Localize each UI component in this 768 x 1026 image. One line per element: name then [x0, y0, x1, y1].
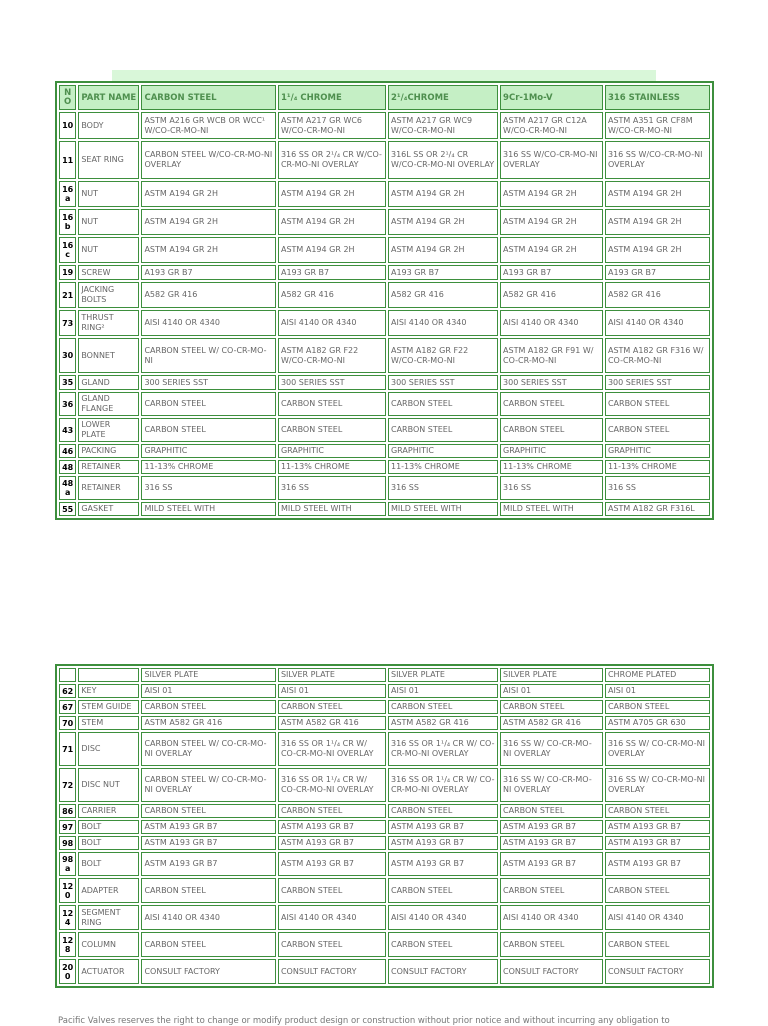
header-cell: [59, 668, 76, 682]
material-cell: CARBON STEEL: [141, 700, 276, 714]
material-cell: 11-13% CHROME: [605, 460, 710, 474]
part-name: SEAT RING: [78, 141, 139, 179]
table-row: [59, 732, 710, 766]
material-cell: 316 SS OR 1¹/₄ CR W/ CO-CR-MO-NI OVERLAY: [278, 732, 386, 766]
header-cell: CARBON STEEL: [141, 85, 276, 110]
material-cell: AISI 4140 OR 4340: [278, 310, 386, 336]
material-cell: 316 SS OR 1¹/₄ CR W/ CO-CR-MO-NI OVERLAY: [278, 768, 386, 802]
material-cell: CARBON STEEL: [278, 932, 386, 957]
item-number: 10: [59, 112, 76, 139]
material-cell: ASTM A193 GR B7: [605, 852, 710, 876]
material-cell: 316 SS W/ CO-CR-MO-NI OVERLAY: [500, 732, 603, 766]
material-cell: AISI 4140 OR 4340: [500, 310, 603, 336]
item-number: 71: [59, 732, 76, 766]
part-name: SEGMENT RING: [78, 905, 139, 930]
material-cell: ASTM A582 GR 416: [141, 716, 276, 730]
material-cell: CARBON STEEL: [500, 932, 603, 957]
material-cell: CONSULT FACTORY: [278, 959, 386, 984]
footer-disclaimer: Pacific Valves reserves the right to change or modify product design or construction without prior notice and without incurring any obligation to: [58, 1016, 670, 1026]
table-row: [59, 444, 710, 458]
table-row: [59, 836, 710, 850]
part-name: LOWER PLATE: [78, 418, 139, 442]
part-name: PACKING: [78, 444, 139, 458]
material-cell: GRAPHITIC: [388, 444, 498, 458]
material-cell: CARBON STEEL W/CO-CR-MO-NI OVERLAY: [141, 141, 276, 179]
item-number: 86: [59, 804, 76, 818]
material-cell: 316L SS OR 2¹/₄ CR W/CO-CR-MO-NI OVERLAY: [388, 141, 498, 179]
table-row: [59, 209, 710, 235]
part-name: ADAPTER: [78, 878, 139, 903]
material-cell: CARBON STEEL: [605, 700, 710, 714]
item-number: 30: [59, 338, 76, 373]
material-cell: ASTM A193 GR B7: [605, 836, 710, 850]
header-band: [112, 70, 656, 81]
part-name: GLAND FLANGE: [78, 392, 139, 416]
material-cell: 316 SS OR 1¹/₄ CR W/ CO-CR-MO-NI OVERLAY: [388, 732, 498, 766]
material-cell: ASTM A705 GR 630: [605, 716, 710, 730]
header-row: [59, 85, 710, 110]
item-number: 48 a: [59, 476, 76, 500]
material-cell: A193 GR B7: [141, 265, 276, 280]
material-cell: ASTM A194 GR 2H: [388, 209, 498, 235]
table-row: [59, 141, 710, 179]
material-cell: A193 GR B7: [278, 265, 386, 280]
material-cell: CARBON STEEL: [141, 932, 276, 957]
materials-table-lower: [55, 664, 714, 988]
material-cell: ASTM A582 GR 416: [500, 716, 603, 730]
table-row: [59, 476, 710, 500]
material-cell: ASTM A582 GR 416: [278, 716, 386, 730]
material-cell: ASTM A194 GR 2H: [388, 237, 498, 263]
material-cell: A193 GR B7: [500, 265, 603, 280]
part-name: SCREW: [78, 265, 139, 280]
material-cell: AISI 01: [278, 684, 386, 698]
item-number: 72: [59, 768, 76, 802]
material-cell: ASTM A216 GR WCB OR WCC¹ W/CO-CR-MO-NI: [141, 112, 276, 139]
material-cell: ASTM A193 GR B7: [500, 820, 603, 834]
material-cell: CARBON STEEL: [388, 878, 498, 903]
material-cell: ASTM A193 GR B7: [605, 820, 710, 834]
material-cell: ASTM A182 GR F22 W/CO-CR-MO-NI: [278, 338, 386, 373]
table-row: [59, 684, 710, 698]
table-row: [59, 804, 710, 818]
item-number: 46: [59, 444, 76, 458]
material-cell: AISI 01: [500, 684, 603, 698]
header-cell: SILVER PLATE: [388, 668, 498, 682]
part-name: STEM GUIDE: [78, 700, 139, 714]
part-name: BOLT: [78, 820, 139, 834]
material-cell: AISI 4140 OR 4340: [388, 310, 498, 336]
table-row: [59, 282, 710, 308]
material-cell: ASTM A193 GR B7: [388, 820, 498, 834]
item-number: 12 0: [59, 878, 76, 903]
item-number: 55: [59, 502, 76, 516]
part-name: DISC NUT: [78, 768, 139, 802]
item-number: 67: [59, 700, 76, 714]
table-row: [59, 820, 710, 834]
material-cell: CARBON STEEL W/ CO-CR-MO-NI OVERLAY: [141, 768, 276, 802]
material-cell: A582 GR 416: [605, 282, 710, 308]
table-row: [59, 392, 710, 416]
header-cell: N O: [59, 85, 76, 110]
header-cell: 9Cr-1Mo-V: [500, 85, 603, 110]
part-name: KEY: [78, 684, 139, 698]
material-cell: ASTM A194 GR 2H: [500, 237, 603, 263]
material-cell: CARBON STEEL: [388, 932, 498, 957]
material-cell: A193 GR B7: [605, 265, 710, 280]
item-number: 62: [59, 684, 76, 698]
part-name: GLAND: [78, 375, 139, 390]
header-cell: 316 STAINLESS: [605, 85, 710, 110]
material-cell: ASTM A194 GR 2H: [141, 209, 276, 235]
material-cell: ASTM A193 GR B7: [278, 852, 386, 876]
material-cell: 316 SS W/ CO-CR-MO-NI OVERLAY: [605, 768, 710, 802]
material-cell: CARBON STEEL: [141, 804, 276, 818]
table-row: [59, 716, 710, 730]
material-cell: 11-13% CHROME: [500, 460, 603, 474]
material-cell: 316 SS: [605, 476, 710, 500]
item-number: 20 0: [59, 959, 76, 984]
part-name: RETAINER: [78, 460, 139, 474]
table-row: [59, 181, 710, 207]
part-name: CARRIER: [78, 804, 139, 818]
material-cell: CARBON STEEL: [605, 418, 710, 442]
material-cell: ASTM A193 GR B7: [500, 852, 603, 876]
header-cell: SILVER PLATE: [141, 668, 276, 682]
material-cell: CARBON STEEL: [388, 804, 498, 818]
material-cell: CONSULT FACTORY: [500, 959, 603, 984]
material-cell: CONSULT FACTORY: [141, 959, 276, 984]
material-cell: CARBON STEEL: [278, 878, 386, 903]
part-name: BONNET: [78, 338, 139, 373]
item-number: 70: [59, 716, 76, 730]
material-cell: CARBON STEEL: [500, 418, 603, 442]
part-name: JACKING BOLTS: [78, 282, 139, 308]
table-row: [59, 265, 710, 280]
part-name: NUT: [78, 209, 139, 235]
material-cell: GRAPHITIC: [141, 444, 276, 458]
material-cell: AISI 01: [605, 684, 710, 698]
table-row: [59, 959, 710, 984]
material-cell: AISI 01: [141, 684, 276, 698]
part-name: NUT: [78, 237, 139, 263]
material-cell: AISI 4140 OR 4340: [605, 905, 710, 930]
item-number: 16 b: [59, 209, 76, 235]
table-row: [59, 460, 710, 474]
material-cell: CARBON STEEL: [500, 878, 603, 903]
item-number: 16 a: [59, 181, 76, 207]
material-cell: 316 SS OR 2¹/₄ CR W/CO-CR-MO-NI OVERLAY: [278, 141, 386, 179]
table-row: [59, 905, 710, 930]
material-cell: ASTM A194 GR 2H: [388, 181, 498, 207]
material-cell: ASTM A193 GR B7: [141, 836, 276, 850]
header-cell: 1¹/₄ CHROME: [278, 85, 386, 110]
material-cell: CARBON STEEL: [500, 392, 603, 416]
material-cell: MILD STEEL WITH: [278, 502, 386, 516]
material-cell: ASTM A194 GR 2H: [605, 181, 710, 207]
table-row: [59, 375, 710, 390]
item-number: 11: [59, 141, 76, 179]
table-row: [59, 852, 710, 876]
material-cell: ASTM A182 GR F91 W/ CO-CR-MO-NI: [500, 338, 603, 373]
part-name: STEM: [78, 716, 139, 730]
header-cell: 2¹/₄CHROME: [388, 85, 498, 110]
material-cell: ASTM A193 GR B7: [141, 852, 276, 876]
materials-table-upper: [55, 81, 714, 520]
material-cell: 316 SS: [278, 476, 386, 500]
material-cell: GRAPHITIC: [278, 444, 386, 458]
header-cell: SILVER PLATE: [278, 668, 386, 682]
material-cell: ASTM A193 GR B7: [141, 820, 276, 834]
material-cell: ASTM A194 GR 2H: [605, 237, 710, 263]
material-cell: A582 GR 416: [278, 282, 386, 308]
material-cell: 316 SS: [388, 476, 498, 500]
material-cell: CARBON STEEL: [605, 932, 710, 957]
material-cell: ASTM A194 GR 2H: [278, 181, 386, 207]
part-name: THRUST RING²: [78, 310, 139, 336]
material-cell: ASTM A217 GR WC6 W/CO-CR-MO-NI: [278, 112, 386, 139]
material-cell: CARBON STEEL: [500, 700, 603, 714]
material-cell: MILD STEEL WITH: [388, 502, 498, 516]
item-number: 35: [59, 375, 76, 390]
item-number: 73: [59, 310, 76, 336]
material-cell: CARBON STEEL: [605, 392, 710, 416]
material-cell: A582 GR 416: [500, 282, 603, 308]
material-cell: MILD STEEL WITH: [141, 502, 276, 516]
header-cell: CHROME PLATED: [605, 668, 710, 682]
part-name: NUT: [78, 181, 139, 207]
item-number: 98 a: [59, 852, 76, 876]
material-cell: ASTM A194 GR 2H: [500, 209, 603, 235]
part-name: COLUMN: [78, 932, 139, 957]
material-cell: CARBON STEEL: [141, 878, 276, 903]
material-cell: ASTM A182 GR F316 W/ CO-CR-MO-NI: [605, 338, 710, 373]
material-cell: CARBON STEEL W/ CO-CR-MO-NI OVERLAY: [141, 732, 276, 766]
material-cell: ASTM A217 GR C12A W/CO-CR-MO-NI: [500, 112, 603, 139]
material-cell: MILD STEEL WITH: [500, 502, 603, 516]
material-cell: CARBON STEEL: [278, 700, 386, 714]
material-cell: CARBON STEEL: [605, 804, 710, 818]
material-cell: ASTM A194 GR 2H: [605, 209, 710, 235]
table-row: [59, 112, 710, 139]
header-cell: [78, 668, 139, 682]
table-row: [59, 878, 710, 903]
part-name: BOLT: [78, 836, 139, 850]
material-cell: 11-13% CHROME: [278, 460, 386, 474]
material-cell: ASTM A182 GR F316L: [605, 502, 710, 516]
material-cell: CONSULT FACTORY: [605, 959, 710, 984]
material-cell: CARBON STEEL: [500, 804, 603, 818]
table-row: [59, 932, 710, 957]
item-number: 43: [59, 418, 76, 442]
material-cell: ASTM A194 GR 2H: [500, 181, 603, 207]
header-row: [59, 668, 710, 682]
material-cell: 300 SERIES SST: [605, 375, 710, 390]
material-cell: ASTM A193 GR B7: [278, 836, 386, 850]
material-cell: AISI 4140 OR 4340: [141, 905, 276, 930]
material-cell: CONSULT FACTORY: [388, 959, 498, 984]
material-cell: 300 SERIES SST: [500, 375, 603, 390]
material-cell: ASTM A194 GR 2H: [141, 237, 276, 263]
material-cell: ASTM A582 GR 416: [388, 716, 498, 730]
material-cell: CARBON STEEL: [278, 804, 386, 818]
material-cell: CARBON STEEL: [388, 700, 498, 714]
material-cell: 316 SS W/ CO-CR-MO-NI OVERLAY: [605, 732, 710, 766]
table-row: [59, 237, 710, 263]
table-row: [59, 310, 710, 336]
material-cell: 300 SERIES SST: [278, 375, 386, 390]
material-cell: A582 GR 416: [141, 282, 276, 308]
table-row: [59, 502, 710, 516]
material-cell: CARBON STEEL: [278, 418, 386, 442]
material-cell: ASTM A193 GR B7: [500, 836, 603, 850]
material-cell: 316 SS W/ CO-CR-MO-NI OVERLAY: [500, 768, 603, 802]
material-cell: CARBON STEEL W/ CO-CR-MO-NI: [141, 338, 276, 373]
material-cell: ASTM A193 GR B7: [388, 852, 498, 876]
item-number: 12 8: [59, 932, 76, 957]
material-cell: ASTM A194 GR 2H: [278, 237, 386, 263]
item-number: 97: [59, 820, 76, 834]
part-name: BODY: [78, 112, 139, 139]
material-cell: 300 SERIES SST: [141, 375, 276, 390]
part-name: BOLT: [78, 852, 139, 876]
material-cell: ASTM A194 GR 2H: [278, 209, 386, 235]
table-row: [59, 700, 710, 714]
table-row: [59, 768, 710, 802]
material-cell: CARBON STEEL: [605, 878, 710, 903]
material-cell: 316 SS OR 1¹/₄ CR W/ CO-CR-MO-NI OVERLAY: [388, 768, 498, 802]
material-cell: CARBON STEEL: [278, 392, 386, 416]
material-cell: 316 SS W/CO-CR-MO-NI OVERLAY: [500, 141, 603, 179]
part-name: GASKET: [78, 502, 139, 516]
material-cell: ASTM A351 GR CF8M W/CO-CR-MO-NI: [605, 112, 710, 139]
part-name: DISC: [78, 732, 139, 766]
material-cell: 316 SS: [500, 476, 603, 500]
item-number: 21: [59, 282, 76, 308]
material-cell: GRAPHITIC: [500, 444, 603, 458]
material-cell: CARBON STEEL: [388, 418, 498, 442]
item-number: 19: [59, 265, 76, 280]
material-cell: AISI 4140 OR 4340: [278, 905, 386, 930]
item-number: 36: [59, 392, 76, 416]
header-cell: PART NAME: [78, 85, 139, 110]
part-name: ACTUATOR: [78, 959, 139, 984]
material-cell: CARBON STEEL: [141, 418, 276, 442]
material-cell: 11-13% CHROME: [141, 460, 276, 474]
material-cell: A193 GR B7: [388, 265, 498, 280]
material-cell: ASTM A193 GR B7: [388, 836, 498, 850]
item-number: 16 c: [59, 237, 76, 263]
material-cell: CARBON STEEL: [388, 392, 498, 416]
material-cell: AISI 4140 OR 4340: [500, 905, 603, 930]
item-number: 98: [59, 836, 76, 850]
material-cell: A582 GR 416: [388, 282, 498, 308]
material-cell: 300 SERIES SST: [388, 375, 498, 390]
part-name: RETAINER: [78, 476, 139, 500]
table-row: [59, 338, 710, 373]
item-number: 48: [59, 460, 76, 474]
table-row: [59, 418, 710, 442]
material-cell: 11-13% CHROME: [388, 460, 498, 474]
header-cell: SILVER PLATE: [500, 668, 603, 682]
material-cell: 316 SS W/CO-CR-MO-NI OVERLAY: [605, 141, 710, 179]
material-cell: 316 SS: [141, 476, 276, 500]
material-cell: AISI 4140 OR 4340: [388, 905, 498, 930]
material-cell: AISI 4140 OR 4340: [141, 310, 276, 336]
material-cell: ASTM A217 GR WC9 W/CO-CR-MO-NI: [388, 112, 498, 139]
material-cell: AISI 4140 OR 4340: [605, 310, 710, 336]
material-cell: CARBON STEEL: [141, 392, 276, 416]
material-cell: ASTM A194 GR 2H: [141, 181, 276, 207]
material-cell: ASTM A193 GR B7: [278, 820, 386, 834]
item-number: 12 4: [59, 905, 76, 930]
material-cell: AISI 01: [388, 684, 498, 698]
material-cell: ASTM A182 GR F22 W/CO-CR-MO-NI: [388, 338, 498, 373]
material-cell: GRAPHITIC: [605, 444, 710, 458]
